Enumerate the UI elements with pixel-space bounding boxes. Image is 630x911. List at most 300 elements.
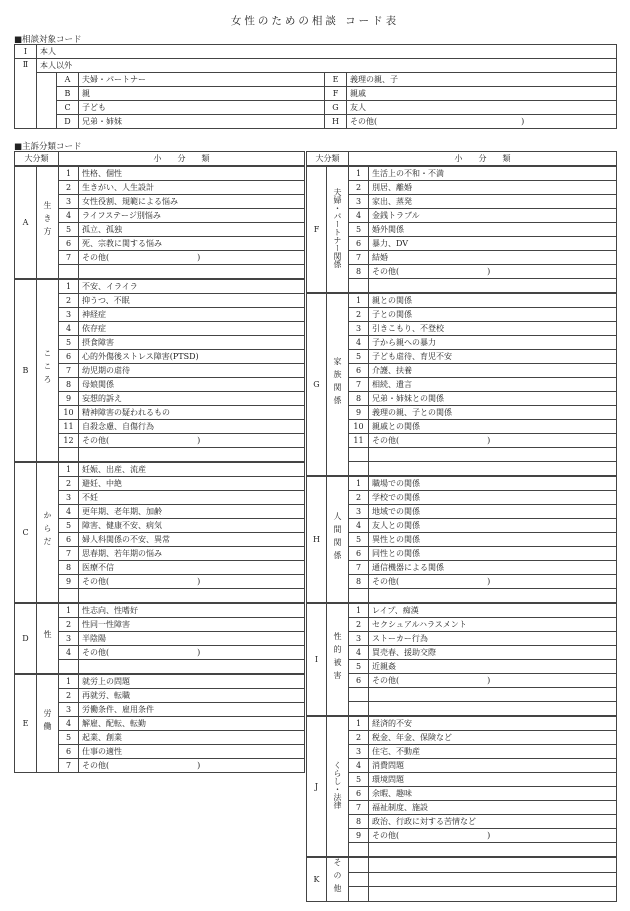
- category-block-C: [14, 462, 305, 603]
- table-row: [307, 731, 617, 745]
- item-number: 7: [349, 801, 369, 815]
- table-row: [307, 477, 617, 491]
- item-label: 家出、蒸発: [369, 195, 617, 209]
- table-row: [307, 745, 617, 759]
- item-number: 5: [349, 223, 369, 237]
- table-row: [307, 533, 617, 547]
- table-row: [307, 759, 617, 773]
- item-number: 1: [349, 167, 369, 181]
- item-label: [369, 872, 617, 887]
- category-code: J: [307, 717, 327, 857]
- category-name-cell: [327, 604, 349, 716]
- item-number: 2: [349, 308, 369, 322]
- item-label: 依存症: [79, 322, 305, 336]
- table-row: [307, 843, 617, 857]
- table-row: [15, 660, 305, 674]
- item-number: 7: [59, 251, 79, 265]
- table-row: [15, 378, 305, 392]
- left-header: [14, 151, 305, 166]
- table-row: [15, 392, 305, 406]
- category-name: こころ: [43, 349, 52, 388]
- item-number: [59, 589, 79, 603]
- item-number: 3: [59, 308, 79, 322]
- item-label: その他( ): [369, 829, 617, 843]
- page-title: 女性のための相談 コード表: [230, 15, 400, 27]
- item-label: [369, 462, 617, 476]
- item-number: 1: [349, 604, 369, 618]
- item-label: [369, 702, 617, 716]
- table-row: [15, 265, 305, 279]
- item-label: 住宅、不動産: [369, 745, 617, 759]
- item-number: 8: [349, 392, 369, 406]
- code-cell: Ⅱ: [15, 59, 37, 129]
- category-block-F: [306, 166, 617, 293]
- item-number: [349, 872, 369, 887]
- item-number: 2: [349, 618, 369, 632]
- item-label: 労働条件、雇用条件: [79, 703, 305, 717]
- item-number: 2: [59, 689, 79, 703]
- table-row: [15, 420, 305, 434]
- table-row: [307, 294, 617, 308]
- item-number: 2: [59, 477, 79, 491]
- item-label: 近親姦: [369, 660, 617, 674]
- item-number: 3: [59, 195, 79, 209]
- item-number: 2: [349, 731, 369, 745]
- item-label: 心的外傷後ストレス障害(PTSD): [79, 350, 305, 364]
- label-cell: 本人以外: [37, 59, 617, 73]
- table-row: [307, 688, 617, 702]
- table-row: [15, 519, 305, 533]
- item-label: その他( ): [369, 575, 617, 589]
- table-row: [15, 181, 305, 195]
- item-number: 6: [349, 674, 369, 688]
- table-row: [307, 392, 617, 406]
- table-row: [15, 448, 305, 462]
- table-row: [15, 533, 305, 547]
- item-number: 5: [59, 731, 79, 745]
- table-row: [15, 675, 305, 689]
- category-name-cell: [37, 604, 59, 674]
- item-label: 妄想的訴え: [79, 392, 305, 406]
- item-label: 結婚: [369, 251, 617, 265]
- item-number: 7: [59, 759, 79, 773]
- item-number: [349, 858, 369, 873]
- item-number: [59, 448, 79, 462]
- item-number: 6: [349, 547, 369, 561]
- item-label: 税金、年金、保険など: [369, 731, 617, 745]
- table-row: [307, 575, 617, 589]
- table-row: [15, 167, 305, 181]
- item-label: 政治、行政に対する苦情など: [369, 815, 617, 829]
- item-label: 自殺念慮、自傷行為: [79, 420, 305, 434]
- item-number: 6: [59, 745, 79, 759]
- category-name: 生き方: [43, 201, 52, 240]
- table-row: [307, 364, 617, 378]
- table-row: [307, 702, 617, 716]
- item-number: 12: [59, 434, 79, 448]
- item-number: 4: [349, 519, 369, 533]
- code-cell: Ⅰ: [15, 45, 37, 59]
- item-label: 思春期、若年期の悩み: [79, 547, 305, 561]
- table-row: [307, 406, 617, 420]
- item-label: 婚外関係: [369, 223, 617, 237]
- table-row: [15, 237, 305, 251]
- item-number: 1: [349, 717, 369, 731]
- target-code-table: [14, 44, 617, 129]
- table-row: [307, 223, 617, 237]
- item-number: 3: [349, 195, 369, 209]
- item-label: ストーカー行為: [369, 632, 617, 646]
- item-label: 幼児期の虐待: [79, 364, 305, 378]
- item-number: 3: [349, 745, 369, 759]
- item-number: 5: [59, 336, 79, 350]
- item-number: 10: [59, 406, 79, 420]
- category-name: その他: [333, 858, 342, 897]
- item-number: 4: [349, 209, 369, 223]
- item-label: [369, 448, 617, 462]
- item-label: セクシュアルハラスメント: [369, 618, 617, 632]
- table-row: [307, 589, 617, 603]
- item-label: 妊娠、出産、流産: [79, 463, 305, 477]
- category-block-J: [306, 716, 617, 857]
- label-cell: 義理の親、子: [347, 73, 617, 87]
- item-label: 友人との関係: [369, 519, 617, 533]
- indent-cell: [37, 73, 57, 129]
- table-row: [307, 378, 617, 392]
- item-number: 9: [59, 392, 79, 406]
- item-number: [349, 702, 369, 716]
- category-name-cell: [327, 858, 349, 902]
- item-label: 性同一性障害: [79, 618, 305, 632]
- label-cell: 兄弟・姉妹: [79, 115, 325, 129]
- table-row: [307, 167, 617, 181]
- table-row: [15, 632, 305, 646]
- item-label: 経済的不安: [369, 717, 617, 731]
- table-row: [15, 209, 305, 223]
- table-row: [15, 717, 305, 731]
- item-label: 起業、創業: [79, 731, 305, 745]
- item-label: 避妊、中絶: [79, 477, 305, 491]
- table-row: [15, 308, 305, 322]
- item-number: 1: [59, 280, 79, 294]
- table-row: [307, 505, 617, 519]
- table-row: [15, 745, 305, 759]
- item-label: [369, 688, 617, 702]
- item-label: 子から親への暴力: [369, 336, 617, 350]
- item-number: 5: [349, 660, 369, 674]
- category-block-H: [306, 476, 617, 603]
- item-label: 性志向、性嗜好: [79, 604, 305, 618]
- item-number: 4: [59, 209, 79, 223]
- left-blocks: [14, 166, 304, 773]
- category-name: 家族関係: [333, 356, 342, 409]
- item-label: 親との関係: [369, 294, 617, 308]
- item-number: 5: [59, 519, 79, 533]
- category-block-K: [306, 857, 617, 902]
- table-row: [15, 731, 305, 745]
- table-row: [307, 336, 617, 350]
- item-number: 6: [349, 364, 369, 378]
- table-row: [15, 463, 305, 477]
- item-label: [369, 589, 617, 603]
- item-number: 1: [59, 675, 79, 689]
- table-row: [307, 561, 617, 575]
- table-row: [307, 773, 617, 787]
- table-row: [15, 322, 305, 336]
- item-label: 神経症: [79, 308, 305, 322]
- item-label: 摂食障害: [79, 336, 305, 350]
- code-cell: B: [57, 87, 79, 101]
- item-label: 買売春、援助交際: [369, 646, 617, 660]
- item-label: 福祉制度、施設: [369, 801, 617, 815]
- category-name: 性的被害: [333, 631, 342, 684]
- table-row: [307, 872, 617, 887]
- category-code: K: [307, 858, 327, 902]
- table-row: [307, 251, 617, 265]
- item-label: 生活上の不和・不満: [369, 167, 617, 181]
- category-name: 人間関係: [333, 511, 342, 564]
- table-row: [15, 646, 305, 660]
- table-row: [15, 689, 305, 703]
- item-label: 仕事の適性: [79, 745, 305, 759]
- item-number: 7: [349, 378, 369, 392]
- table-row: [15, 280, 305, 294]
- table-row: [307, 674, 617, 688]
- item-number: [349, 279, 369, 293]
- table-row: [307, 815, 617, 829]
- item-number: 7: [59, 547, 79, 561]
- category-code: I: [307, 604, 327, 716]
- item-label: 性格、個性: [79, 167, 305, 181]
- table-row: [15, 575, 305, 589]
- item-number: 2: [59, 181, 79, 195]
- item-label: その他( ): [79, 575, 305, 589]
- item-label: 解雇、配転、転勤: [79, 717, 305, 731]
- item-label: 婦人科関係の不安、異常: [79, 533, 305, 547]
- item-label: その他( ): [79, 434, 305, 448]
- label-cell: 親戚: [347, 87, 617, 101]
- table-row: [307, 858, 617, 873]
- table-row: [15, 336, 305, 350]
- category-name-cell: [37, 463, 59, 603]
- item-number: 5: [349, 533, 369, 547]
- category-name-cell: [327, 167, 349, 293]
- item-label: 職場での関係: [369, 477, 617, 491]
- item-label: 女性役割、規範による悩み: [79, 195, 305, 209]
- category-code: F: [307, 167, 327, 293]
- item-number: 1: [59, 604, 79, 618]
- left-column: [14, 151, 304, 773]
- table-row: [307, 195, 617, 209]
- item-number: 4: [59, 322, 79, 336]
- table-row: [307, 322, 617, 336]
- item-number: 4: [59, 505, 79, 519]
- category-name-cell: [37, 280, 59, 462]
- header-minor: 小 分 類: [59, 152, 305, 166]
- item-number: 4: [349, 646, 369, 660]
- table-row: [15, 294, 305, 308]
- item-number: 8: [349, 265, 369, 279]
- header-major: 大分類: [307, 152, 349, 166]
- item-number: 7: [349, 251, 369, 265]
- item-label: 孤立、孤独: [79, 223, 305, 237]
- item-label: 再就労、転職: [79, 689, 305, 703]
- item-number: [59, 265, 79, 279]
- item-label: その他( ): [79, 251, 305, 265]
- table-row: [15, 251, 305, 265]
- item-number: 3: [59, 632, 79, 646]
- table-row: [15, 547, 305, 561]
- table-row: [15, 195, 305, 209]
- code-cell: D: [57, 115, 79, 129]
- item-label: 子との関係: [369, 308, 617, 322]
- item-number: 10: [349, 420, 369, 434]
- category-name-cell: [327, 294, 349, 476]
- item-number: 4: [349, 759, 369, 773]
- category-block-I: [306, 603, 617, 716]
- item-label: 通信機器による関係: [369, 561, 617, 575]
- item-label: 生きがい、人生設計: [79, 181, 305, 195]
- table-row: [15, 618, 305, 632]
- item-number: 4: [59, 717, 79, 731]
- item-number: 8: [349, 575, 369, 589]
- table-row: [307, 420, 617, 434]
- item-number: [349, 887, 369, 902]
- table-row: [15, 589, 305, 603]
- category-block-A: [14, 166, 305, 279]
- item-label: 母娘関係: [79, 378, 305, 392]
- item-number: 3: [349, 632, 369, 646]
- item-label: レイプ、痴漢: [369, 604, 617, 618]
- item-label: 余暇、趣味: [369, 787, 617, 801]
- item-number: 1: [59, 167, 79, 181]
- item-label: その他( ): [369, 265, 617, 279]
- table-row: [307, 801, 617, 815]
- item-number: 11: [349, 434, 369, 448]
- item-number: 2: [349, 181, 369, 195]
- table-row: [307, 829, 617, 843]
- item-number: 1: [59, 463, 79, 477]
- category-code: C: [15, 463, 37, 603]
- label-cell: 親: [79, 87, 325, 101]
- item-number: 5: [349, 773, 369, 787]
- table-row: [15, 561, 305, 575]
- item-number: 3: [59, 491, 79, 505]
- right-blocks: [306, 166, 616, 902]
- table-row: [307, 646, 617, 660]
- table-row: [307, 462, 617, 476]
- category-block-E: [14, 674, 305, 773]
- label-cell: 子ども: [79, 101, 325, 115]
- item-label: 暴力、DV: [369, 237, 617, 251]
- code-cell: C: [57, 101, 79, 115]
- table-row: [15, 703, 305, 717]
- item-number: 8: [349, 815, 369, 829]
- item-label: [79, 448, 305, 462]
- item-label: 抑うつ、不眠: [79, 294, 305, 308]
- item-label: 引きこもり、不登校: [369, 322, 617, 336]
- item-number: 5: [59, 223, 79, 237]
- item-number: 7: [349, 561, 369, 575]
- table-row: [307, 209, 617, 223]
- category-block-D: [14, 603, 305, 674]
- item-label: 不妊: [79, 491, 305, 505]
- table-row: [307, 519, 617, 533]
- table-row: [15, 477, 305, 491]
- item-number: 11: [59, 420, 79, 434]
- item-number: 8: [59, 378, 79, 392]
- item-label: 更年期、老年期、加齢: [79, 505, 305, 519]
- item-label: 兄弟・姉妹との関係: [369, 392, 617, 406]
- item-number: 3: [349, 505, 369, 519]
- item-number: 4: [349, 336, 369, 350]
- item-number: 6: [59, 533, 79, 547]
- category-code: H: [307, 477, 327, 603]
- item-label: 医療不信: [79, 561, 305, 575]
- label-cell: 本人: [37, 45, 617, 59]
- header-major: 大分類: [15, 152, 59, 166]
- category-name: くらし・法律: [333, 760, 342, 809]
- item-label: 地域での関係: [369, 505, 617, 519]
- code-cell: G: [325, 101, 347, 115]
- table-row: [307, 237, 617, 251]
- item-number: 6: [59, 350, 79, 364]
- table-row: [307, 887, 617, 902]
- item-label: 子ども虐待、育児不安: [369, 350, 617, 364]
- item-number: 2: [59, 294, 79, 308]
- table-row: [15, 759, 305, 773]
- item-number: 1: [349, 294, 369, 308]
- table-row: [307, 604, 617, 618]
- category-name: 労働: [43, 708, 52, 735]
- item-number: 6: [349, 787, 369, 801]
- table-row: [307, 632, 617, 646]
- item-number: 1: [349, 477, 369, 491]
- item-label: 半陰陽: [79, 632, 305, 646]
- item-number: 3: [349, 322, 369, 336]
- category-code: B: [15, 280, 37, 462]
- item-number: 2: [349, 491, 369, 505]
- item-label: その他( ): [369, 434, 617, 448]
- item-label: 死、宗教に関する悩み: [79, 237, 305, 251]
- right-column: [306, 151, 616, 902]
- item-number: 9: [349, 406, 369, 420]
- item-label: 親戚との関係: [369, 420, 617, 434]
- item-number: 6: [349, 237, 369, 251]
- item-label: [79, 589, 305, 603]
- code-cell: A: [57, 73, 79, 87]
- item-number: 9: [349, 829, 369, 843]
- item-number: 6: [59, 237, 79, 251]
- item-label: ライフステージ別悩み: [79, 209, 305, 223]
- item-label: 精神障害の疑われるもの: [79, 406, 305, 420]
- category-code: G: [307, 294, 327, 476]
- item-label: 別居、離婚: [369, 181, 617, 195]
- item-number: [349, 589, 369, 603]
- item-label: その他( ): [369, 674, 617, 688]
- item-label: 異性との関係: [369, 533, 617, 547]
- table-row: [15, 604, 305, 618]
- item-number: 9: [59, 575, 79, 589]
- item-label: [369, 887, 617, 902]
- table-row: [307, 434, 617, 448]
- item-number: 7: [59, 364, 79, 378]
- item-label: 相続、遺言: [369, 378, 617, 392]
- table-row: [307, 279, 617, 293]
- item-number: 2: [59, 618, 79, 632]
- category-name-cell: [37, 167, 59, 279]
- item-number: [349, 448, 369, 462]
